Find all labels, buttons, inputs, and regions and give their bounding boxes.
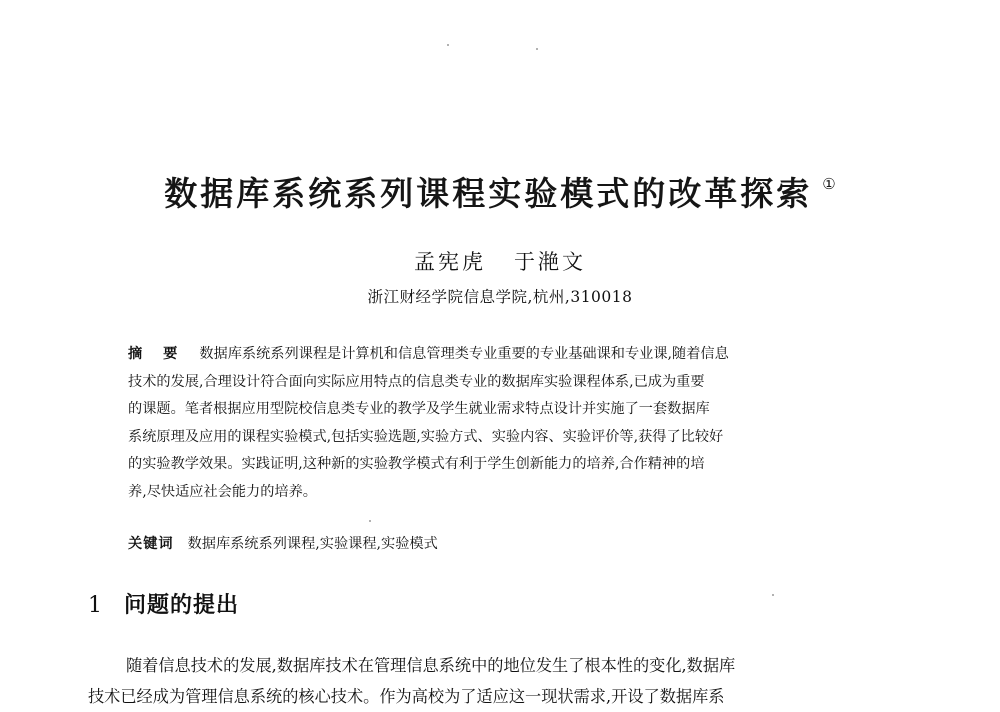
abstract-line: 养,尽快适应社会能力的培养。 [128,483,317,500]
section-number: 1 [88,593,102,618]
abstract [128,341,848,507]
abstract-label: 摘 要 [128,346,186,362]
abstract-line: 的实验教学效果。实践证明,这种新的实验教学模式有利于学生创新能力的培养,合作精神的培 [128,456,705,473]
section-title: 问题的提出 [124,593,240,618]
keywords [128,533,438,553]
paper-title [164,168,835,215]
body-line: 随着信息技术的发展,数据库技术在管理信息系统中的地位发生了根本性的变化,数据库 [126,656,736,675]
scan-speck [536,48,538,50]
author-name: 于滟文 [514,250,586,274]
scan-speck [369,520,371,522]
paper-title-text: 数据库系统系列课程实验模式的改革探索 [164,174,813,213]
abstract-line: 系统原理及应用的课程实验模式,包括实验选题,实验方式、实验内容、实验评价等,获得了比较好 [128,428,724,445]
author-list [0,246,1000,276]
keywords-label: 关键词 [128,536,174,552]
abstract-text: 数据库系统系列课程是计算机和信息管理类专业重要的专业基础课和专业课,随着信息 [199,346,729,362]
abstract-line: 技术的发展,合理设计符合面向实际应用特点的信息类专业的数据库实验课程体系,已成为重要 [128,373,705,390]
author-name: 孟宪虎 [414,250,486,274]
section-body [88,650,908,712]
footnote-marker: ① [822,175,836,193]
scan-speck [772,594,774,596]
abstract-line: 的课题。笔者根据应用型院校信息类专业的教学及学生就业需求特点设计并实施了一套数据库 [128,401,710,418]
section-heading [88,588,239,619]
abstract-line [128,341,848,369]
title-block [0,168,1000,215]
body-line: 技术已经成为管理信息系统的核心技术。作为高校为了适应这一现状需求,开设了数据库系 [88,687,725,706]
affiliation: 浙江财经学院信息学院,杭州,310018 [367,288,633,306]
keywords-text: 数据库系统系列课程,实验课程,实验模式 [187,536,438,552]
scan-speck [447,44,449,46]
